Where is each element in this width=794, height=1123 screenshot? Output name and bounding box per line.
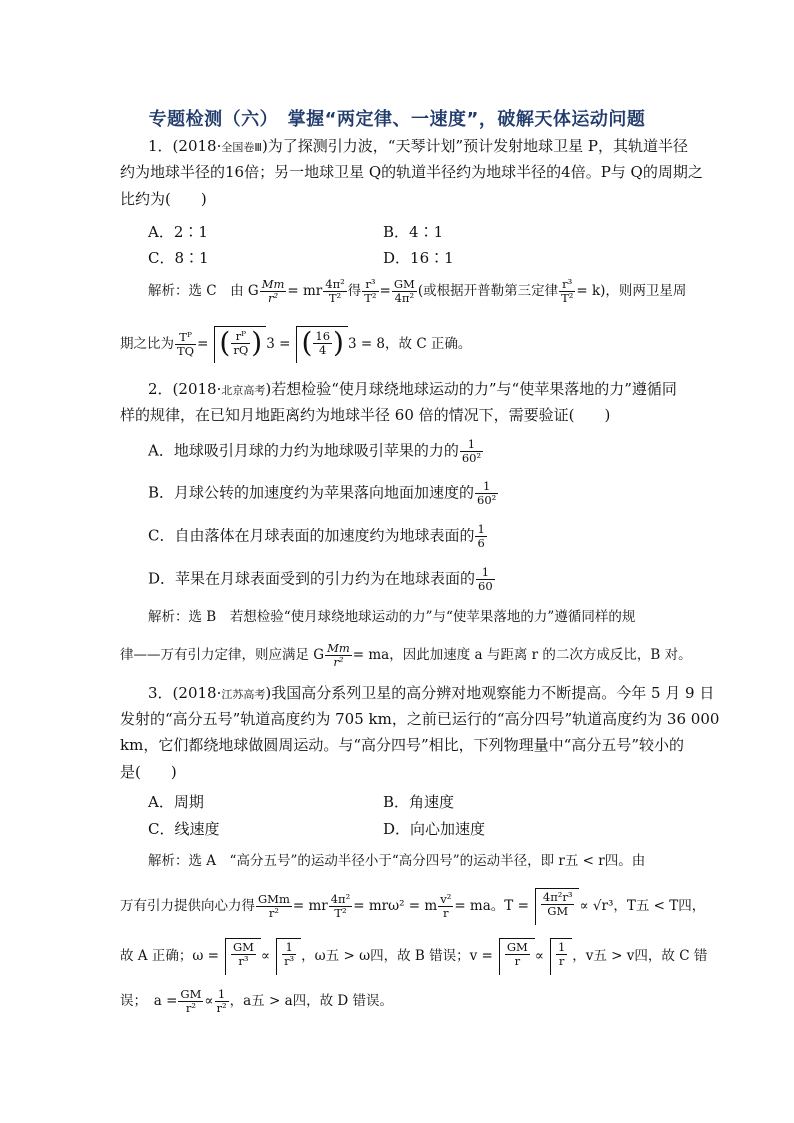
- q3-sol4-a: 误； a =: [120, 993, 178, 1009]
- frac-num: v²: [440, 892, 452, 906]
- fraction: [460, 438, 483, 465]
- q3-sol4-b: ∝: [204, 993, 214, 1009]
- fraction: [475, 480, 498, 507]
- q1-sol-eq2: =: [379, 283, 391, 299]
- q1-option-a: A．2∶1: [148, 223, 208, 241]
- fraction: [325, 642, 352, 669]
- q1-stem-line1: [148, 135, 708, 159]
- q3-sol2-e: ∝ √r³，T五 < T四，: [579, 898, 706, 914]
- frac-num: 1: [476, 566, 495, 580]
- q1-source: 全国卷Ⅲ: [221, 141, 262, 154]
- frac-den: T²: [561, 291, 574, 305]
- q3-option-d: D．向心加速度: [383, 820, 486, 838]
- q2-option-c: [148, 523, 708, 550]
- q2-solution-line1: 解析：选 B 若想检验“使月球绕地球运动的力”与“使苹果落地的力”遵循同样的规: [148, 609, 636, 625]
- frac-num: Mm: [261, 277, 285, 291]
- q3-stem-line3: km，它们都绕地球做圆周运动。与“高分四号”相比，下列物理量中“高分五号”较小的: [120, 736, 684, 754]
- q3-sol3-c: ，ω五 > ω四，故 B 错误；v =: [301, 948, 493, 964]
- sqrt-sign: [535, 888, 580, 925]
- frac-den: r²: [267, 291, 279, 305]
- q1-sol-eq1: = mr: [287, 283, 323, 299]
- frac-num: r³: [362, 278, 378, 292]
- frac-den: r³: [284, 954, 295, 968]
- frac-num: GM: [506, 940, 528, 954]
- frac-den: 60²: [461, 451, 482, 465]
- q2-option-b: [148, 480, 708, 507]
- q3-sol3-d: ∝: [534, 948, 544, 964]
- q1-sol-k: = k)，则两卫星周: [576, 283, 687, 299]
- frac-num: Mm: [327, 641, 350, 655]
- q3-sol2-d: = ma。T =: [454, 898, 529, 914]
- frac-num: GM: [232, 940, 254, 954]
- sqrt-sign: ( $\frac{16}{4}$ ): [296, 326, 348, 363]
- frac-num: 1: [477, 522, 485, 536]
- q2-stem-line2: 样的规律，在已知月地距离约为地球半径 60 倍的情况下，需要验证( ): [120, 406, 611, 424]
- sqrt-sign: [499, 938, 535, 975]
- q1-number: 1．(2018·: [148, 137, 222, 155]
- fraction: [282, 941, 296, 968]
- frac-den: r: [514, 954, 521, 968]
- frac-den: GM: [547, 904, 569, 918]
- fraction: [541, 891, 575, 918]
- q2-option-a: [148, 438, 708, 465]
- frac-num: 1: [475, 480, 498, 494]
- page-title: 专题检测（六） 掌握“两定律、一速度”，破解天体运动问题: [148, 109, 646, 130]
- frac-den: T²: [328, 291, 342, 305]
- fraction: [313, 330, 332, 357]
- q3-solution-line3: [120, 938, 708, 975]
- q2-opt-c-text: C．自由落体在月球表面的加速度约为地球表面的: [148, 526, 475, 545]
- fraction: [362, 278, 378, 305]
- q2-option-d: [148, 566, 708, 593]
- q3-sol4-c: ，a五 > a四，故 D 错误。: [229, 993, 394, 1009]
- fraction: [231, 330, 250, 357]
- sqrt-sign: [225, 938, 261, 975]
- q3-number: 3．(2018·: [148, 684, 222, 702]
- q3-sol2-c: = mrω² = m: [353, 898, 438, 914]
- q3-sol3-e: ，v五 > v四，故 C 错: [572, 948, 708, 964]
- q3-stem-line1: [148, 682, 715, 706]
- sqrt-sign: ( $\frac{\text{rᴾ}}{rQ}$ ): [214, 326, 266, 363]
- fraction: [438, 893, 453, 920]
- fraction: [329, 893, 353, 920]
- q2-opt-d-text: D．苹果在月球表面受到的引力约为在地球表面的: [148, 569, 476, 588]
- fraction: [505, 941, 530, 968]
- frac-den: r²: [185, 1001, 196, 1015]
- fraction: [476, 566, 495, 593]
- q3-solution-line1: 解析：选 A “高分五号”的运动半径小于“高分四号”的运动半径，即 r五 < r四。由: [148, 853, 646, 869]
- fraction: [256, 893, 292, 920]
- sqrt-sign: [276, 938, 301, 975]
- frac-den: r²: [333, 655, 344, 669]
- q3-solution-line2: [120, 888, 706, 925]
- frac-num: 1: [557, 940, 566, 954]
- q1-text-1: )为了探测引力波，“天琴计划”预计发射地球卫星 P，其轨道半径: [261, 137, 688, 155]
- fraction: [215, 988, 229, 1015]
- q2-stem-line1: [148, 378, 708, 402]
- q2-opt-b-text: B．月球公转的加速度约为苹果落向地面加速度的: [148, 483, 475, 502]
- q1-option-b: B．4∶1: [383, 223, 444, 241]
- q1-sol-head: 解析：选 C 由 G: [148, 283, 259, 299]
- frac-num: GM: [180, 987, 202, 1001]
- q2-number: 2．(2018·: [148, 380, 222, 398]
- q2-source: 北京高考: [221, 384, 266, 397]
- frac-num: 4π²r³: [542, 890, 573, 904]
- q1-sol2-cube2: 3 = 8，故 C 正确。: [347, 336, 472, 352]
- q1-solution-line2: [120, 326, 680, 363]
- frac-den: rQ: [233, 342, 249, 357]
- q3-option-a: A．周期: [148, 793, 204, 811]
- frac-den: 4: [319, 342, 327, 357]
- fraction: [260, 278, 287, 305]
- q3-stem-line4: 是( ): [120, 763, 177, 781]
- q3-stem-line2: 发射的“高分五号”轨道高度约为 705 km，之前已运行的“高分四号”轨道高度约为 36 000: [120, 710, 720, 728]
- frac-den: 4π²: [394, 291, 415, 305]
- q1-stem-line2: 约为地球半径的16倍；另一地球卫星 Q的轨道半径约为地球半径的4倍。P与 Q的周期之: [120, 163, 703, 181]
- frac-den: r²: [268, 906, 279, 920]
- q1-option-c: C．8∶1: [148, 249, 209, 267]
- frac-den: r: [443, 906, 449, 920]
- frac-den: TQ: [177, 344, 195, 358]
- q2-sol2-a: 律——万有引力定律，则应满足 G: [120, 647, 325, 663]
- frac-den: 6: [477, 536, 485, 550]
- frac-den: 60²: [477, 493, 497, 507]
- q1-sol-paren: (或根据开普勒第三定律: [417, 283, 559, 299]
- fraction: [556, 941, 567, 968]
- q1-sol2-head: 期之比为: [120, 336, 174, 352]
- frac-den: r³: [238, 954, 249, 968]
- q1-option-d: D．16∶1: [383, 249, 454, 267]
- fraction: [175, 331, 196, 358]
- frac-num: GMm: [258, 892, 290, 906]
- sqrt-sign: [550, 938, 572, 975]
- frac-num: Tᴾ: [175, 331, 196, 345]
- q1-solution-line1: [148, 278, 708, 305]
- frac-num: 1: [215, 988, 229, 1002]
- q3-text-1: )我国高分系列卫星的高分辨对地观察能力不断提高。今年 5 月 9 日: [265, 684, 715, 702]
- frac-num: 16: [315, 328, 331, 343]
- frac-num: 4π²: [330, 892, 351, 906]
- frac-den: T²: [334, 906, 347, 920]
- frac-num: rᴾ: [231, 330, 250, 344]
- frac-num: 1: [282, 941, 296, 955]
- fraction: [475, 523, 486, 550]
- q3-sol3-b: ∝: [260, 948, 271, 964]
- q2-opt-a-text: A．地球吸引月球的力约为地球吸引苹果的力的: [148, 441, 459, 460]
- frac-den: r²: [216, 1001, 227, 1015]
- fraction: [231, 941, 256, 968]
- q3-sol3-a: 故 A 正确；ω =: [120, 948, 219, 964]
- q2-solution-line2: [120, 641, 692, 669]
- fraction: [392, 278, 417, 305]
- frac-num: GM: [393, 277, 415, 291]
- q3-sol2-b: = mr: [292, 898, 328, 914]
- frac-num: 1: [460, 438, 483, 452]
- q3-option-b: B．角速度: [383, 793, 455, 811]
- fraction: [323, 278, 347, 305]
- q3-sol2-a: 万有引力提供向心力得: [120, 898, 255, 914]
- q2-text-1: )若想检验“使月球绕地球运动的力”与“使苹果落地的力”遵循同: [265, 380, 677, 398]
- q3-option-c: C．线速度: [148, 820, 220, 838]
- q1-sol2-cube1: 3 =: [266, 336, 291, 352]
- q3-source: 江苏高考: [221, 688, 266, 701]
- q2-sol2-b: = ma，因此加速度 a 与距离 r 的二次方成反比，B 对。: [352, 647, 692, 663]
- frac-den: 60: [478, 579, 493, 593]
- fraction: [559, 278, 575, 305]
- frac-num: r³: [559, 278, 575, 292]
- q1-stem-line3: 比约为( ): [120, 190, 207, 208]
- fraction: [178, 988, 203, 1015]
- frac-den: r: [558, 954, 565, 968]
- frac-den: T²: [364, 291, 377, 305]
- q1-sol2-eq: =: [197, 336, 209, 352]
- q3-solution-line4: [120, 988, 680, 1015]
- frac-num: 4π²: [325, 277, 345, 291]
- q1-sol-get: 得: [347, 283, 362, 299]
